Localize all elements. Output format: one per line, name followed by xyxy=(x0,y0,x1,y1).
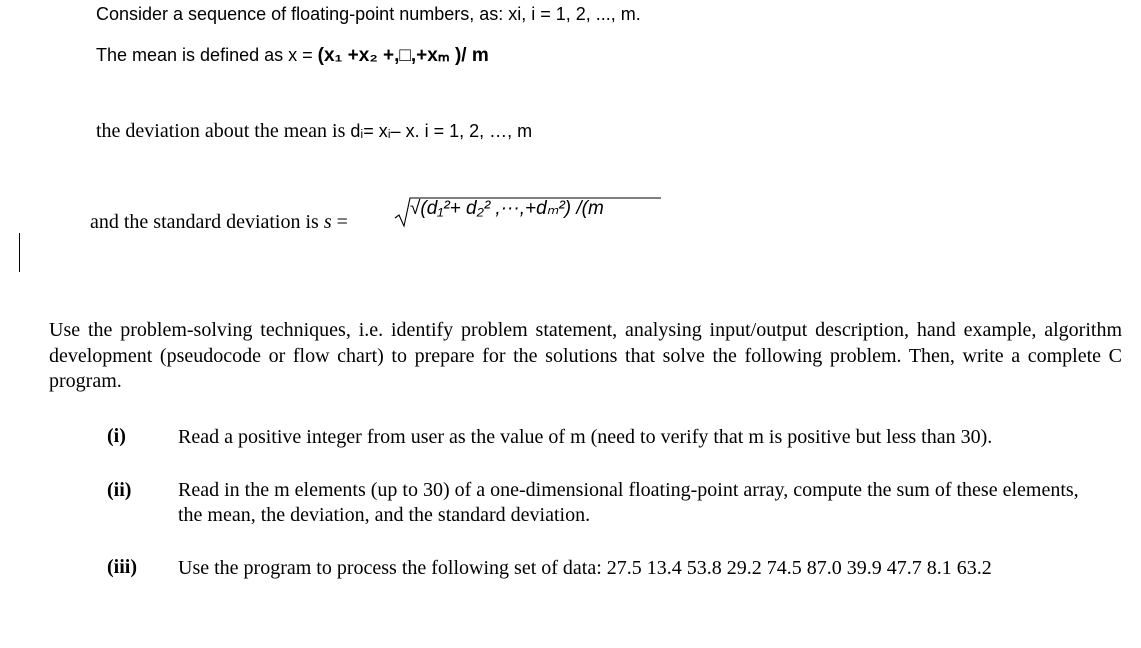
item-text-i: Read a positive integer from user as the value of m (need to verify that m is positive but less than 30). xyxy=(178,426,993,448)
deviation-definition-lead: the deviation about the mean is xyxy=(96,120,351,142)
mean-definition-lead: The mean is defined as x = xyxy=(96,45,318,65)
standard-deviation-lead: and the standard deviation is xyxy=(90,211,324,233)
item-marker-ii: (ii) xyxy=(107,479,132,501)
equals-sign: = xyxy=(336,211,348,233)
standard-deviation-definition xyxy=(90,211,348,234)
item-marker-i: (i) xyxy=(107,425,126,447)
standard-deviation-formula xyxy=(393,196,663,230)
item-text-iii: Use the program to process the following set of data: 27.5 13.4 53.8 29.2 74.5 87.0 39.9 47.7 8.1 63.2 xyxy=(178,557,992,579)
deviation-formula: dᵢ= xᵢ– x. i = 1, 2, …, m xyxy=(350,121,533,141)
deviation-definition xyxy=(96,120,532,143)
standard-deviation-variable: s xyxy=(323,211,332,233)
standard-deviation-radicand: √(d₁²+ d₂² ,···,+dₘ²) /(m xyxy=(410,198,604,219)
text-cursor xyxy=(19,233,20,272)
item-marker-iii: (iii) xyxy=(107,556,137,578)
problem-instructions: Use the problem-solving techniques, i.e. identify problem statement, analysing input/output description, hand example, algorithm development (pseudocode or flow chart) to prepare for the solutions that solve the following problem. Then, write a complete C program. xyxy=(49,319,1122,392)
item-text-ii: Read in the m elements (up to 30) of a one-dimensional floating-point array, compute the sum of these elements, the mean, the deviation, and the standard deviation. xyxy=(178,479,1079,526)
mean-formula: (x₁ +x₂ +,□,+xₘ )/ m xyxy=(317,45,489,66)
mean-definition xyxy=(96,44,489,67)
sequence-definition: Consider a sequence of floating-point numbers, as: xi, i = 1, 2, ..., m. xyxy=(96,4,641,24)
